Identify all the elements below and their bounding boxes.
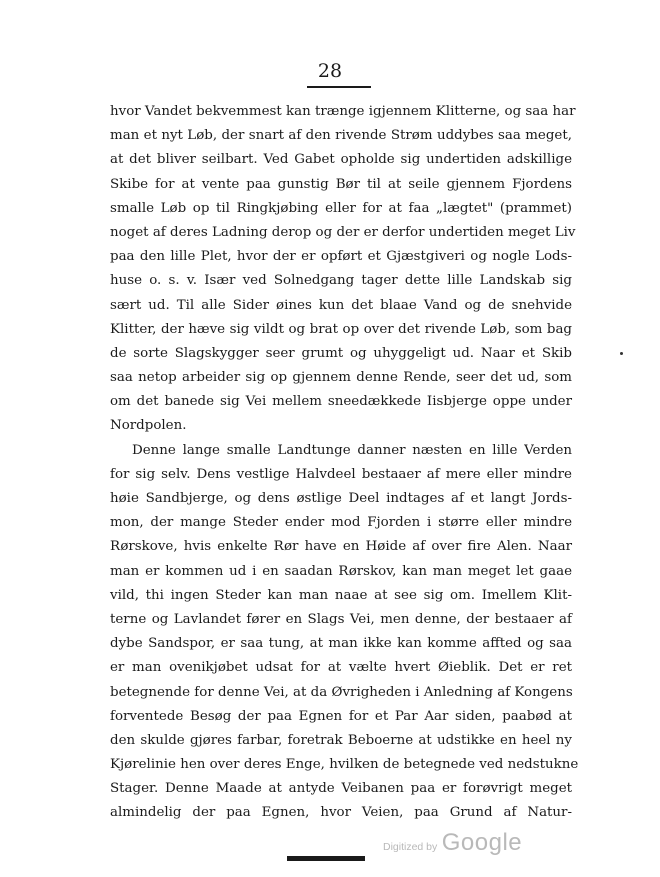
- text-line: Kjørelinie hen over deres Enge, hvilken de betegnede ved nedstukne: [110, 757, 579, 773]
- text-line: vild, thi ingen Steder kan man naae at see sig om. Imellem Klit-: [110, 587, 572, 603]
- text-line: Nordpolen.: [110, 418, 187, 434]
- text-line: den skulde gjøres farbar, foretrak Beboerne at udstikke en heel ny: [110, 732, 572, 748]
- text-line: høie Sandbjerge, og dens østlige Deel indtages af et langt Jords-: [110, 491, 572, 506]
- text-line: saa netop arbeider sig op gjennem denne Rende, seer det ud, som: [110, 370, 572, 386]
- text-line: at det bliver seilbart. Ved Gabet opholde sig undertiden adskillige: [110, 152, 572, 168]
- text-line: betegnende for denne Vei, at da Øvrigheden i Anledning af Kongens: [110, 684, 573, 700]
- text-line: Skibe for at vente paa gunstig Bør til at seile gjennem Fjordens: [110, 176, 572, 192]
- page-number-rule: [307, 86, 371, 88]
- text-line: om det banede sig Vei mellem sneedækkede Iisbjerge oppe under: [110, 394, 572, 410]
- text-line: terne og Lavlandet fører en Slags Vei, men denne, der bestaaer af: [110, 611, 572, 627]
- text-line: huse o. s. v. Især ved Solnedgang tager dette lille Landskab sig: [110, 273, 572, 289]
- text-line: forventede Besøg der paa Egnen for et Par Aar siden, paabød at: [110, 708, 572, 724]
- text-line: Denne lange smalle Landtunge danner næsten en lille Verden: [132, 442, 572, 458]
- text-line: man et nyt Løb, der snart af den rivende Strøm uddybes saa meget,: [110, 128, 572, 144]
- body-text: [110, 100, 579, 826]
- text-line: er man ovenikjøbet udsat for at vælte hvert Øieblik. Det er ret: [110, 660, 572, 676]
- text-line: Stager. Denne Maade at antyde Veibanen paa er forøvrigt meget: [110, 781, 572, 797]
- bottom-bar: [287, 856, 365, 861]
- text-line: paa den lille Plet, hvor der er opført et Gjæstgiveri og nogle Lods-: [110, 249, 572, 265]
- text-line: de sorte Slagskygger seer grumt og uhyggeligt ud. Naar et Skib: [110, 345, 572, 361]
- text-line: almindelig der paa Egnen, hvor Veien, paa Grund af Natur-: [110, 805, 572, 821]
- text-line: man er kommen ud i en saadan Rørskov, kan man meget let gaae: [110, 563, 572, 579]
- text-line: noget af deres Ladning derop og der er derfor undertiden meget Liv: [110, 224, 576, 240]
- text-line: smalle Løb op til Ringkjøbing eller for at faa „lægtet" (prammet): [110, 200, 572, 216]
- text-line: dybe Sandspor, er saa tung, at man ikke kan komme affted og saa: [110, 636, 572, 652]
- watermark-prefix: Digitized by: [383, 841, 438, 853]
- text-line: hvor Vandet bekvemmest kan trænge igjennem Klitterne, og saa har: [110, 104, 576, 119]
- margin-speck: [620, 352, 623, 355]
- digitized-watermark: [383, 829, 522, 857]
- text-line: sært ud. Til alle Sider øines kun det blaae Vand og de snеhvide: [110, 297, 572, 313]
- page-number: 28: [317, 60, 343, 82]
- text-line: Rørskove, hvis enkelte Rør have en Høide af over fire Alen. Naar: [110, 539, 572, 555]
- watermark-brand: Google: [441, 829, 523, 856]
- text-line: Klitter, der hæve sig vildt og brat op over det rivende Løb, som bag: [110, 321, 572, 337]
- text-line: for sig selv. Dens vestlige Halvdeel bestaaer af mere eller mindre: [110, 466, 572, 482]
- text-line: mon, der mange Steder ender mod Fjorden i større eller mindre: [110, 515, 572, 531]
